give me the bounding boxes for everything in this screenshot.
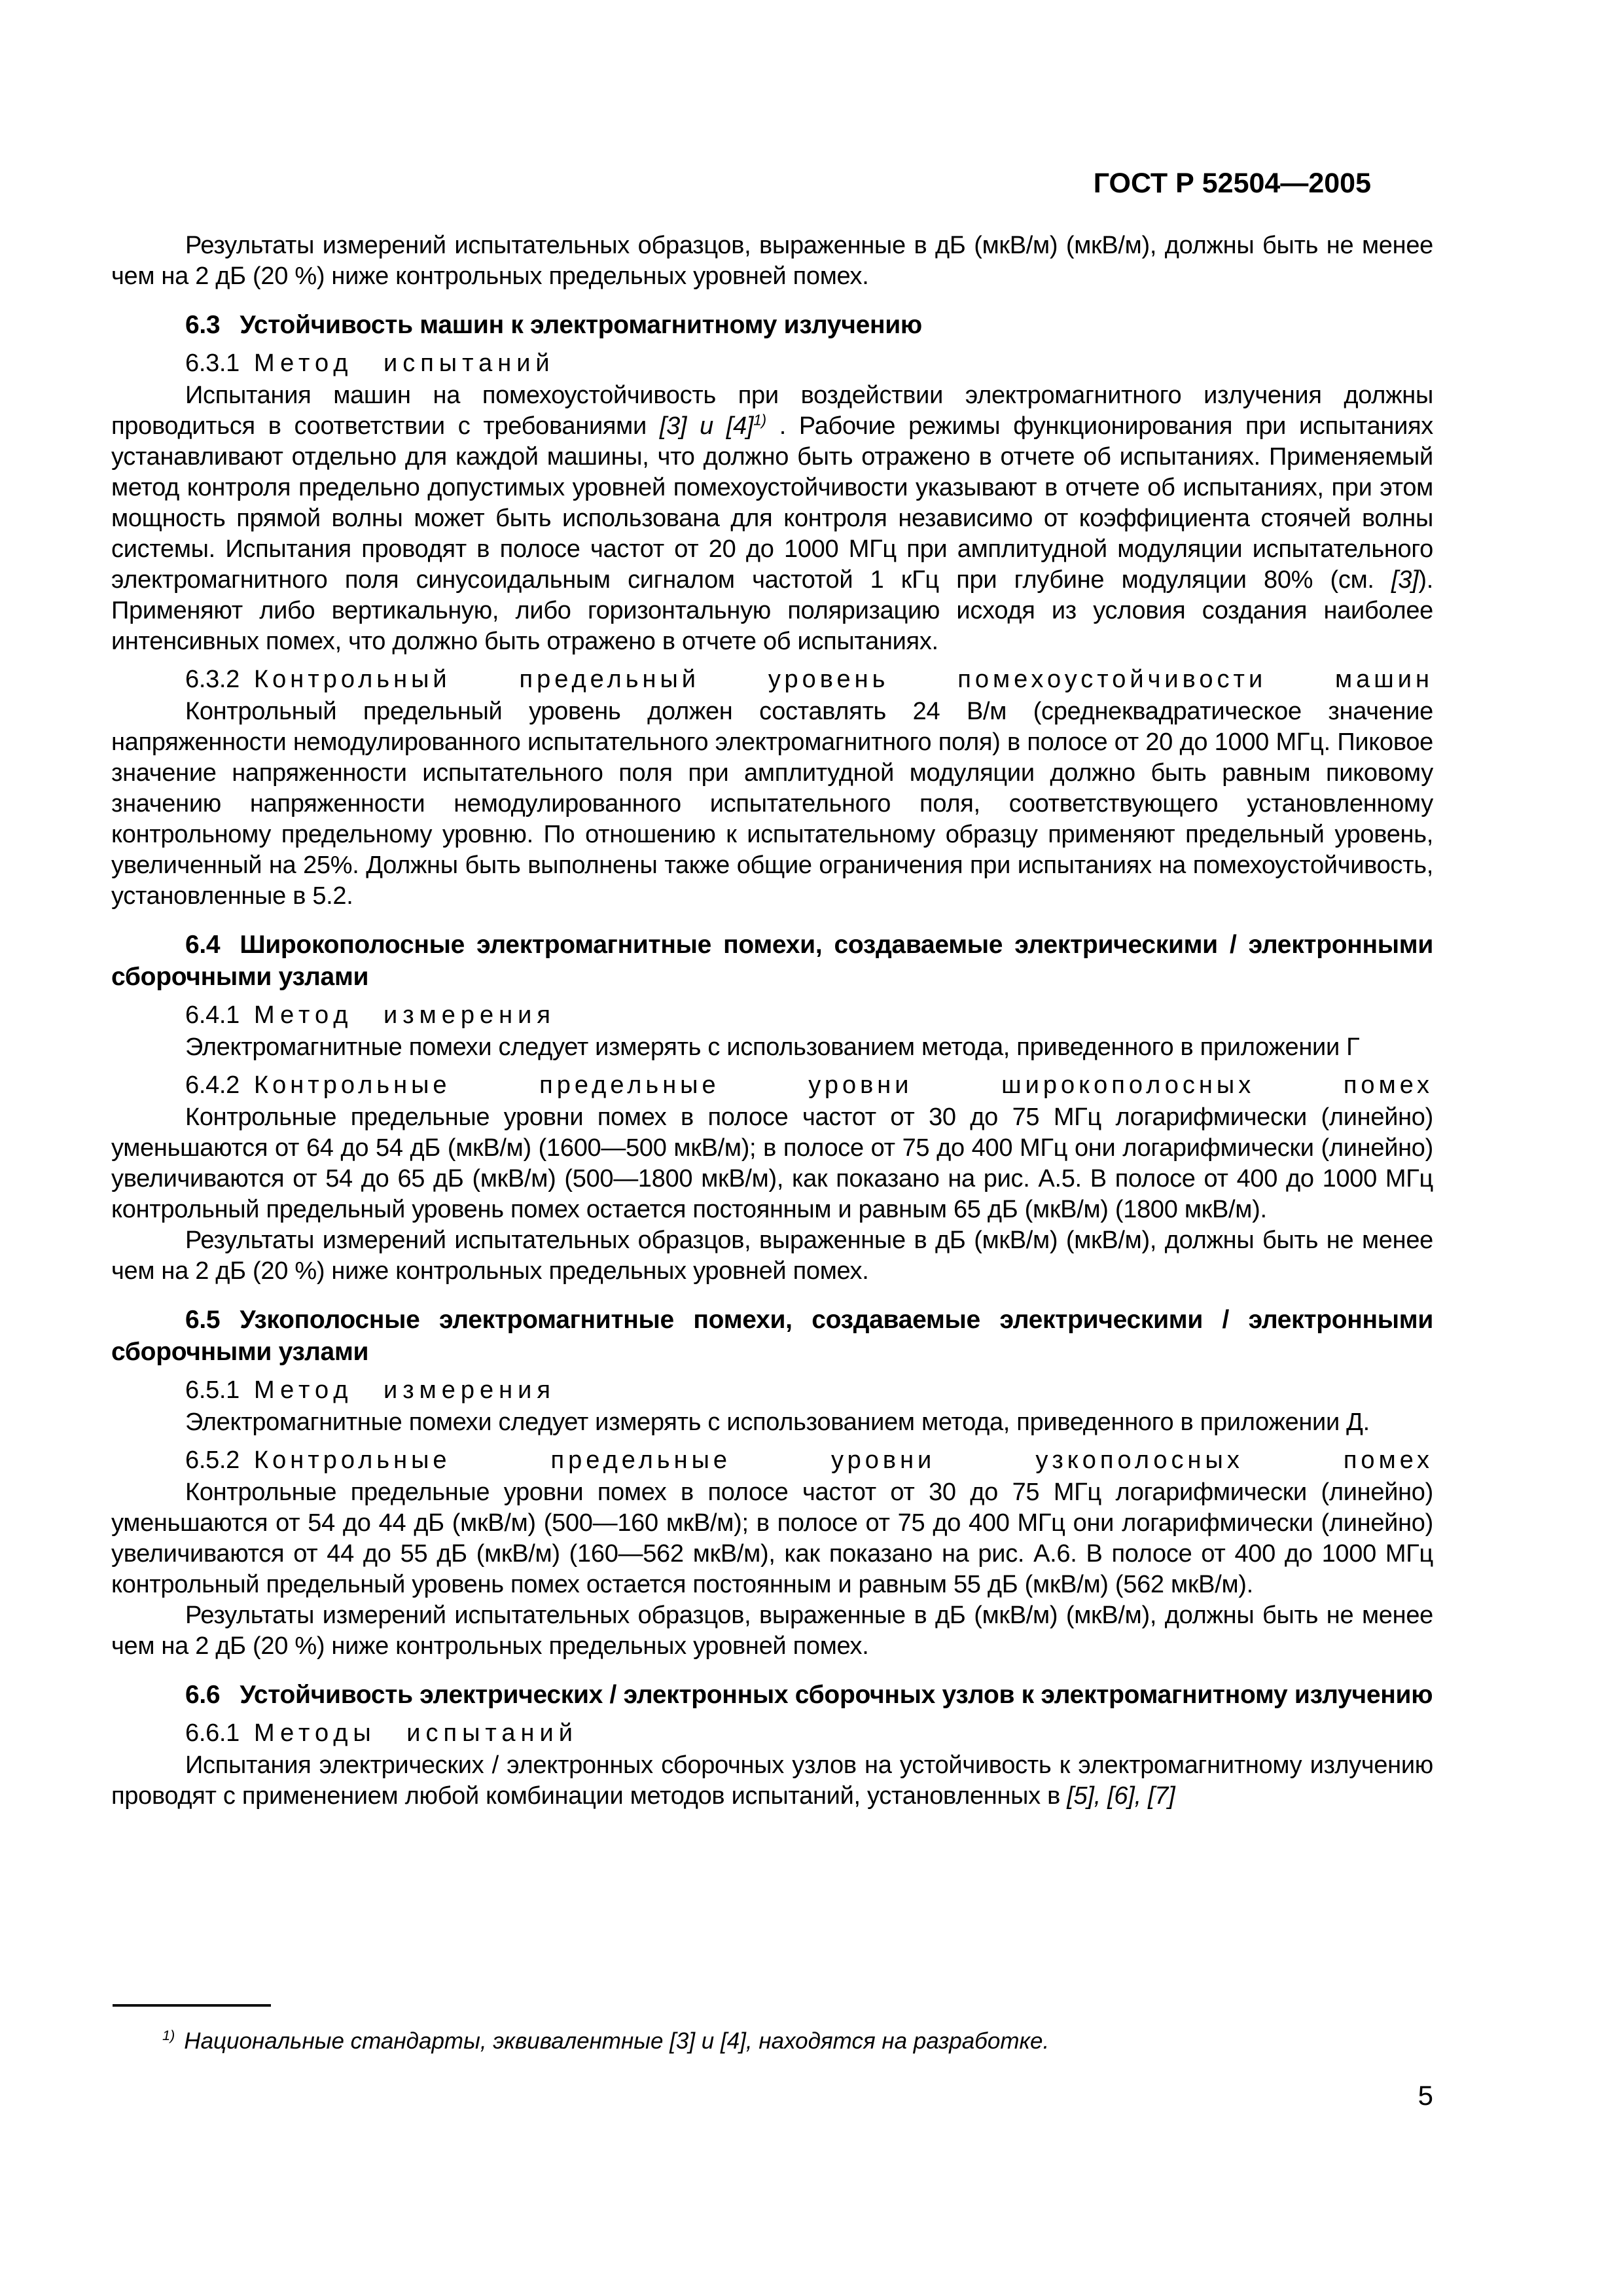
footnote-reference: 1) <box>753 411 766 429</box>
section-title: Устойчивость электрических / электронных сборочных узлов к электромагнитному излучению <box>240 1681 1433 1709</box>
subsection-title: Контрольный предельный уровень помехоустойчивости машин <box>254 666 1433 693</box>
paragraph-immunity-level: Контрольный предельный уровень должен составлять 24 В/м (среднеквадратическое значение напряженности немодулированного испытательного электромагнитного поля) в полосе от 20 до 1000 МГц. Пиковое значение напряженности испытательного поля при амплитудной модуляции должно быть равным пиковому значению напряженности немодулированного испытательного поля, соответствующего установленному контрольному предельному уровню. По отношению к испытательному образцу применяют предельный уровень, увеличенный на 25%. Должны быть выполнены также общие ограничения при испытаниях на помехоустойчивость, установленные в 5.2. <box>111 698 1433 910</box>
subsection-title: Метод измерения <box>254 1376 556 1404</box>
subsection-heading-6-6-1 <box>111 1718 1433 1749</box>
subsection-number: 6.5.1 <box>185 1376 240 1404</box>
running-header: ГОСТ Р 52504—2005 <box>1093 168 1371 199</box>
reference-citation: [3] <box>1391 566 1419 594</box>
subsection-number: 6.5.2 <box>185 1446 240 1474</box>
section-number: 6.3 <box>185 311 221 339</box>
subsection-title: Контрольные предельные уровни широкополосных помех <box>254 1071 1433 1099</box>
paragraph-test-method-machines: Испытания машин на помехоустойчивость при воздействии электромагнитного излучения должны проводиться в соответствии с требованиями [3] и [4]$^{1)}$ . Рабочие режимы функционирования при испытаниях устанавливают отдельно для каждой машины, что должно быть отражено в отчете об испытаниях. Применяемый метод контроля предельно допустимых уровней помехоустойчивости указывают в отчете об испытаниях, при этом мощность прямой волны может быть использована для контроля независимо от коэффициента стоячей волны системы. Испытания проводят в полосе частот от 20 до 1000 МГц при амплитудной модуляции испытательного электромагнитного поля синусоидальным сигналом частотой 1 кГц при глубине модуляции 80% (см. [3]). Применяют либо вертикальную, либо горизонтальную поляризацию исходя из условия создания наиболее интенсивных помех, что должно быть отражено в отчете об испытаниях. <box>111 382 1433 655</box>
section-number: 6.4 <box>185 931 221 959</box>
section-title: Широкополосные электромагнитные помехи, создаваемые электрическими / электронными сборочными узлами <box>111 931 1433 991</box>
footnote-text: Национальные стандарты, эквивалентные [3] и [4], находятся на разработке. <box>184 2028 1050 2054</box>
paragraph-measurement-method-d: Электромагнитные помехи следует измерять с использованием метода, приведенного в приложении Д. <box>185 1408 1370 1436</box>
section-heading-6-6 <box>111 1679 1433 1711</box>
reference-citation: [5], [6], [7] <box>1067 1782 1175 1810</box>
subsection-title: Контрольные предельные уровни узкополосных помех <box>254 1446 1433 1474</box>
paragraph-broadband-limits: Контрольные предельные уровни помех в полосе частот от 30 до 75 МГц логарифмически (линейно) уменьшаются от 64 до 54 дБ (мкВ/м) (1600—500 мкВ/м); в полосе от 75 до 400 МГц они логарифмически (линейно) увеличиваются от 54 до 65 дБ (мкВ/м) (500—1800 мкВ/м), как показано на рис. А.5. В полосе от 400 до 1000 МГц контрольный предельный уровень помех остается постоянным и равным 65 дБ (мкВ/м) (1800 мкВ/м). <box>111 1103 1433 1223</box>
subsection-heading-6-3-1 <box>111 348 1433 379</box>
section-number: 6.5 <box>185 1306 221 1334</box>
subsection-title: Метод измерения <box>254 1001 556 1029</box>
reference-citation: [3] и [4] <box>659 412 754 440</box>
subsection-title: Метод испытаний <box>254 350 555 377</box>
footnote <box>111 2026 1433 2056</box>
section-number: 6.6 <box>185 1681 221 1709</box>
paragraph-results-1: Результаты измерений испытательных образцов, выраженные в дБ (мкВ/м) (мкВ/м), должны быть не менее чем на 2 дБ (20 %) ниже контрольных предельных уровней помех. <box>111 232 1433 290</box>
footnote-marker: 1) <box>162 2027 175 2044</box>
subsection-heading-6-4-2 <box>111 1070 1433 1101</box>
subsection-heading-6-5-1 <box>111 1375 1433 1406</box>
section-heading-6-3 <box>111 309 1433 341</box>
page-number: 5 <box>1418 2080 1433 2111</box>
subsection-number: 6.4.2 <box>185 1071 240 1099</box>
paragraph-esa-immunity-tests: Испытания электрических / электронных сборочных узлов на устойчивость к электромагнитному излучению проводят с применением любой комбинации методов испытаний, установленных в [5], [6], [7] <box>111 1751 1433 1810</box>
section-heading-6-5 <box>111 1304 1433 1368</box>
section-title: Узкополосные электромагнитные помехи, создаваемые электрическими / электронными сборочными узлами <box>111 1306 1433 1366</box>
subsection-title: Методы испытаний <box>254 1719 578 1747</box>
document-body <box>111 230 1433 1812</box>
section-title: Устойчивость машин к электромагнитному излучению <box>240 311 922 339</box>
section-heading-6-4 <box>111 929 1433 993</box>
paragraph-results-3: Результаты измерений испытательных образцов, выраженные в дБ (мкВ/м) (мкВ/м), должны быть не менее чем на 2 дБ (20 %) ниже контрольных предельных уровней помех. <box>111 1602 1433 1660</box>
paragraph-results-2: Результаты измерений испытательных образцов, выраженные в дБ (мкВ/м) (мкВ/м), должны быть не менее чем на 2 дБ (20 %) ниже контрольных предельных уровней помех. <box>111 1227 1433 1285</box>
footnote-divider <box>113 2004 271 2007</box>
subsection-heading-6-4-1 <box>111 1000 1433 1031</box>
subsection-number: 6.3.1 <box>185 350 240 377</box>
subsection-heading-6-3-2 <box>111 664 1433 695</box>
subsection-heading-6-5-2 <box>111 1445 1433 1476</box>
subsection-number: 6.4.1 <box>185 1001 240 1029</box>
subsection-number: 6.3.2 <box>185 666 240 693</box>
paragraph-narrowband-limits: Контрольные предельные уровни помех в полосе частот от 30 до 75 МГц логарифмически (линейно) уменьшаются от 54 до 44 дБ (мкВ/м) (500—160 мкВ/м); в полосе от 75 до 400 МГц они логарифмически (линейно) увеличиваются от 44 до 55 дБ (мкВ/м) (160—562 мкВ/м), как показано на рис. А.6. В полосе от 400 до 1000 МГц контрольный предельный уровень помех остается постоянным и равным 55 дБ (мкВ/м) (562 мкВ/м). <box>111 1479 1433 1598</box>
subsection-number: 6.6.1 <box>185 1719 240 1747</box>
paragraph-measurement-method-g: Электромагнитные помехи следует измерять с использованием метода, приведенного в приложении Г <box>185 1033 1360 1061</box>
